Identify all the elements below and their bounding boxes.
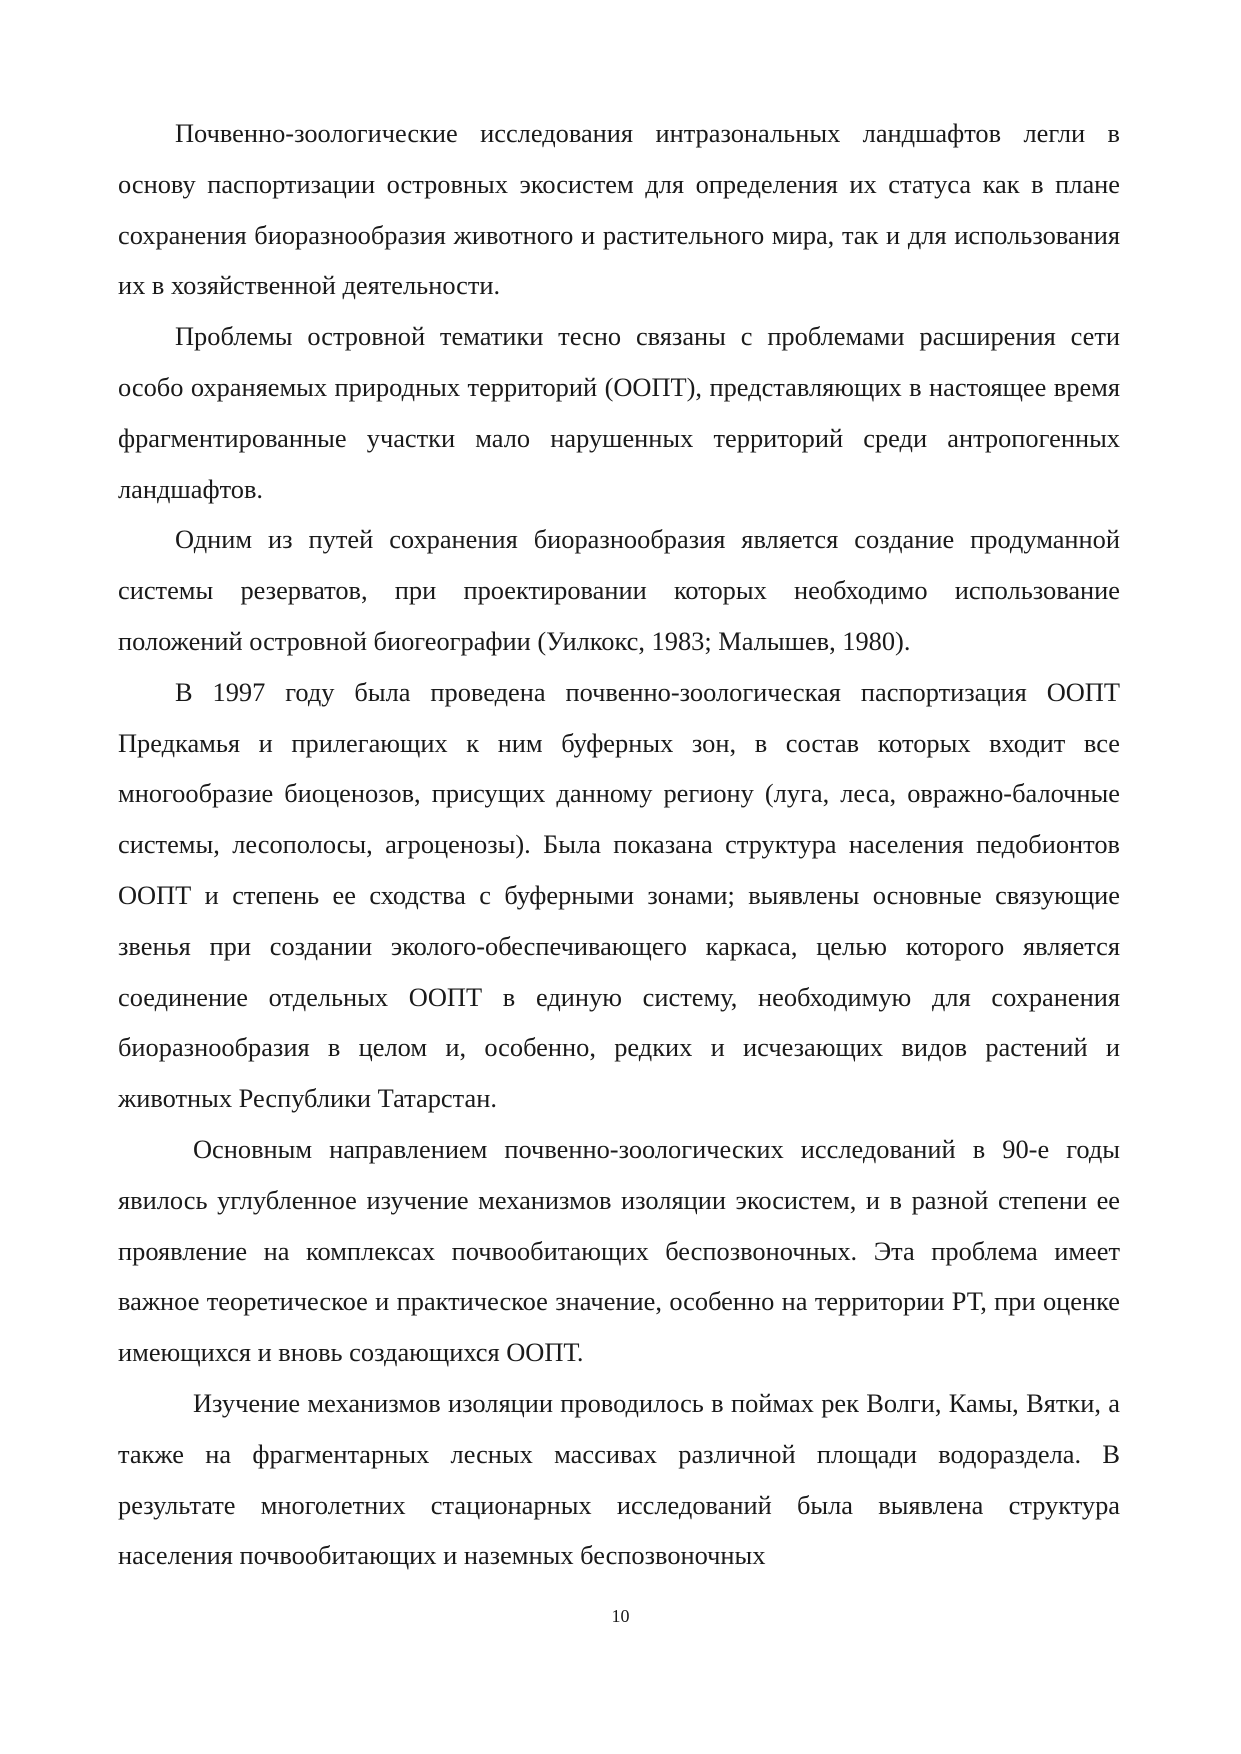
page-number: 10 — [611, 1606, 630, 1626]
paragraph-2: Проблемы островной тематики тесно связаны с проблемами расширения сети особо охраняемых природных территорий (ООПТ), представляющих в настоящее время фрагментированные участки мало нарушенных территорий среди антропогенных ландшафтов. — [118, 321, 1120, 504]
paragraph-6: Изучение механизмов изоляции проводилось в поймах рек Волги, Камы, Вятки, а также на фрагментарных лесных массивах различной площади водораздела. В результате многолетних стационарных исследований была выявлена структура населения почвообитающих и наземных беспозвоночных — [118, 1387, 1120, 1571]
paragraph-1: Почвенно-зоологические исследования интразональных ландшафтов легли в основу паспортизации островных экосистем для определения их статуса как в плане сохранения биоразнообразия животного и растительного мира, так и для использования их в хозяйственной деятельности. — [118, 118, 1120, 301]
document-page — [118, 108, 1120, 1581]
paragraph-3: Одним из путей сохранения биоразнообразия является создание продуманной системы резерватов, при проектировании которых необходимо использование положений островной биогеографии (Уилкокс, 1983; Малышев, 1980). — [118, 524, 1120, 656]
paragraph-5: Основным направлением почвенно-зоологических исследований в 90-е годы явилось углубленное изучение механизмов изоляции экосистем, и в разной степени ее проявление на комплексах почвообитающих беспозвоночных. Эта проблема имеет важное теоретическое и практическое значение, особенно на территории РТ, при оценке имеющихся и вновь создающихся ООПТ. — [118, 1133, 1120, 1368]
paragraph-4: В 1997 году была проведена почвенно-зоологическая паспортизация ООПТ Предкамья и прилегающих к ним буферных зон, в состав которых входит все многообразие биоценозов, присущих данному региону (луга, леса, овражно-балочные системы, лесополосы, агроценозы). Была показана структура населения педобионтов ООПТ и степень ее сходства с буферными зонами; выявлены основные связующие звенья при создании эколого-обеспечивающего каркаса, целью которого является соединение отдельных ООПТ в единую систему, необходимую для сохранения биоразнообразия в целом и, особенно, редких и исчезающих видов растений и животных Республики Татарстан. — [118, 676, 1120, 1114]
